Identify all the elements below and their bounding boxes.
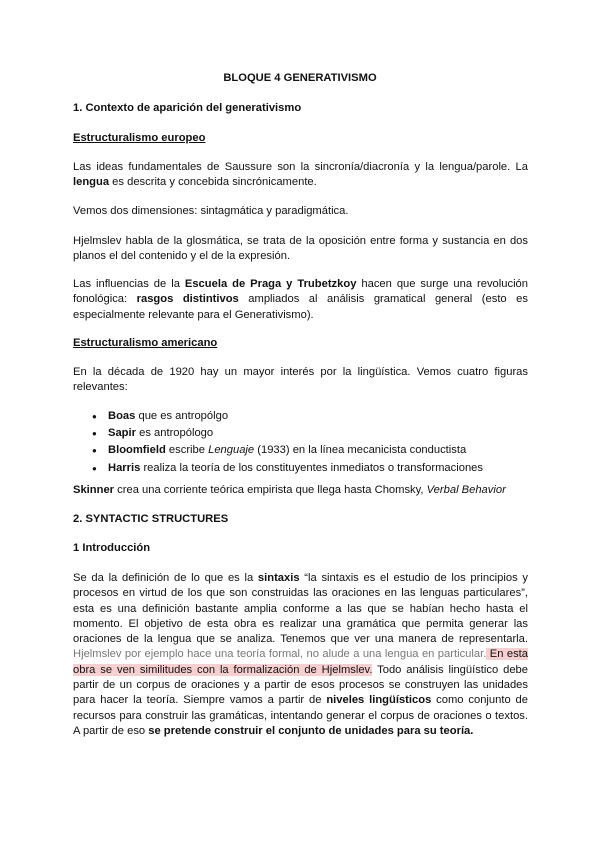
heading-estructuralismo-europeo: Estructuralismo europeo: [73, 132, 206, 144]
paragraph-praga: [73, 277, 528, 323]
paragraph-line: [73, 292, 528, 307]
paragraph-line: [73, 724, 528, 739]
paragraph-skinner: [73, 483, 543, 498]
bold-term: Harris: [108, 461, 141, 474]
paragraph-line: [73, 175, 528, 190]
bold-term: Bloomfield: [108, 444, 166, 457]
document-title: BLOQUE 4 GENERATIVISMO: [223, 72, 377, 84]
paragraph-line: [73, 277, 528, 292]
highlighted-text-run: En esta: [486, 648, 528, 661]
paragraph-line: planos el del contenido y el de la expresión.: [73, 250, 291, 263]
paragraph-line: Hjelmslev habla de la glosmática, se trata de la oposición entre forma y sustancia en dos: [73, 235, 528, 247]
paragraph-line: Las ideas fundamentales de Saussure son la sincronía/diacronía y la lengua/parole. La: [73, 161, 528, 173]
text-run: Se da la definición de lo que es la: [73, 572, 258, 584]
paragraph-hjelmslev: [73, 234, 528, 265]
text-run: (1933) en la línea mecanicista conductista: [254, 444, 467, 457]
paragraph-introduccion: [73, 571, 528, 739]
paragraph-line: especialmente relevante para el Generativismo).: [73, 308, 314, 321]
bold-term: se pretende construir el conjunto de unidades para su teoría.: [148, 724, 474, 737]
italic-title: Lenguaje: [208, 444, 255, 457]
bold-term: lengua: [73, 176, 110, 189]
paragraph-line: partir de un corpus de oraciones y a partir de esos procesos se construyen las unidades: [73, 679, 528, 692]
bold-term: niveles lingüísticos: [326, 694, 432, 707]
paragraph-line: [73, 663, 528, 678]
list-item-boas: [92, 408, 483, 425]
paragraph-dimensiones: [73, 204, 528, 219]
paragraph-line: En la década de 1920 hay un mayor interés por la lingüística. Vemos cuatro figuras: [73, 366, 528, 378]
paragraph-line: [73, 647, 528, 662]
text-run: ampliados al análisis gramatical general (esto es: [238, 293, 528, 306]
paragraph-line: procesos en virtud de los que son construidas las oraciones en las lenguas particulares”,: [73, 587, 528, 600]
bold-term: Skinner: [73, 484, 115, 496]
paragraph-line: oraciones de la lengua que se analiza. Tenemos que ver una manera de representarla.: [73, 633, 528, 646]
figures-list: [92, 408, 483, 477]
grey-text-run: Hjelmslev por ejemplo hace una teoría formal, no alude a una lengua en particular.: [73, 648, 487, 661]
bold-term: Sapir: [108, 427, 136, 440]
text-run: fonológica:: [73, 293, 137, 306]
highlighted-text-run: obra se ven similitudes con la formalización de Hjelmslev.: [73, 663, 373, 676]
text-run: A partir de eso: [73, 724, 149, 737]
bold-term: rasgos distintivos: [136, 293, 239, 306]
text-run: hacen que surge una revolución: [356, 278, 528, 290]
text-run: Las influencias de la: [73, 278, 185, 290]
bold-term: Boas: [108, 410, 136, 422]
text-run: escribe: [165, 444, 209, 457]
text-run: realiza la teoría de los constituyentes inmediatos o transformaciones: [140, 461, 483, 474]
italic-title: Verbal Behavior: [426, 484, 506, 496]
list-item-harris: [92, 460, 483, 477]
heading-introduccion: 1 Introducción: [73, 542, 151, 554]
paragraph-saussure: [73, 160, 528, 191]
paragraph-decada-1920: [73, 365, 528, 396]
paragraph-line: [73, 693, 528, 708]
paragraph-line: recursos para construir las gramáticas, intentando generar el corpus de oraciones o textos.: [73, 709, 528, 722]
bold-term: sintaxis: [257, 572, 300, 584]
text-run: para hacer la teoría. Siempre vamos a partir de: [73, 694, 327, 707]
text-run: que es antropólgo: [135, 410, 229, 422]
text-run: es descrita y concebida sincrónicamente.: [109, 176, 317, 189]
text-run: Todo análisis lingüístico debe: [372, 663, 528, 676]
section-heading-2: 2. SYNTACTIC STRUCTURES: [73, 513, 229, 525]
section-heading-1: 1. Contexto de aparición del generativismo: [73, 102, 302, 114]
paragraph-line: relevantes:: [73, 381, 128, 394]
text-run: crea una corriente teórica empirista que llega hasta Chomsky,: [114, 484, 427, 496]
heading-estructuralismo-americano: Estructuralismo americano: [73, 337, 218, 349]
text-run: como conjunto de: [431, 694, 528, 707]
paragraph-line: momento. El objetivo de esta obra es realizar una gramática que permita generar las: [73, 617, 528, 630]
paragraph-line: [73, 571, 528, 586]
text-run: es antropólogo: [135, 427, 214, 440]
paragraph-line: [73, 483, 543, 498]
list-item-bloomfield: [92, 442, 483, 459]
paragraph-line: esta es una definición bastante amplia conforme a las que se habían hecho hasta el: [73, 602, 528, 615]
text-run: “la sintaxis es el estudio de los principios y: [299, 572, 528, 584]
paragraph-line: Vemos dos dimensiones: sintagmática y paradigmática.: [73, 205, 349, 217]
bold-term: Escuela de Praga y Trubetzkoy: [184, 278, 357, 290]
list-item-sapir: [92, 425, 483, 442]
